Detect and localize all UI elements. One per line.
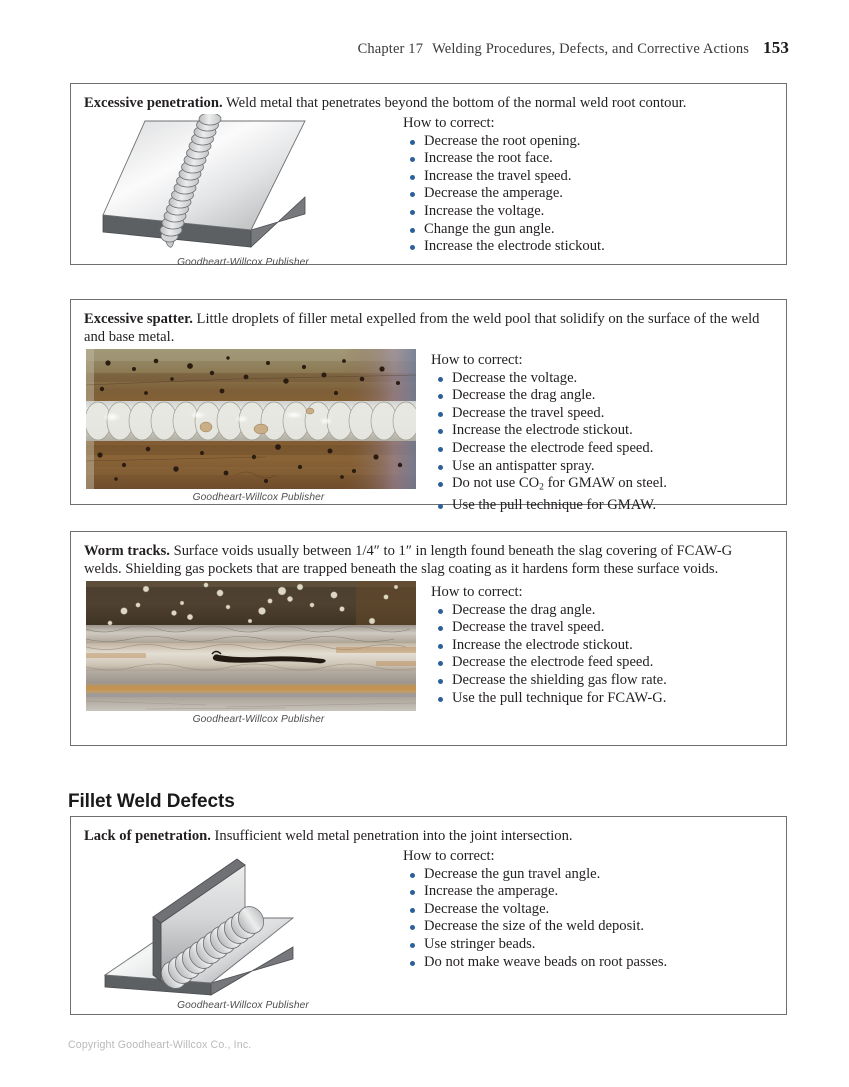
defect-title bbox=[71, 817, 786, 845]
section-heading-fillet-weld-defects: Fillet Weld Defects bbox=[68, 790, 235, 812]
defect-description: Insufficient weld metal penetration into the joint intersection. bbox=[210, 828, 573, 844]
correction-item: Decrease the gun travel angle. bbox=[403, 866, 786, 884]
correction-item: Decrease the size of the weld deposit. bbox=[403, 918, 786, 936]
figure-column bbox=[71, 349, 431, 503]
corrections-column bbox=[431, 581, 786, 707]
defect-box-worm-tracks bbox=[70, 531, 787, 746]
corrections-column bbox=[431, 349, 786, 515]
defect-description: Weld metal that penetrates beyond the bottom of the normal weld root contour. bbox=[222, 95, 687, 111]
correction-item: Increase the amperage. bbox=[403, 883, 786, 901]
photo-excessive-spatter bbox=[86, 349, 416, 489]
corrections-list bbox=[403, 866, 786, 972]
correction-item: Decrease the voltage. bbox=[431, 370, 786, 388]
figure-column bbox=[71, 581, 431, 725]
correction-item-co2 bbox=[431, 475, 786, 497]
correction-item: Decrease the shielding gas flow rate. bbox=[431, 672, 786, 690]
figure-column bbox=[71, 112, 393, 268]
correction-item: Decrease the drag angle. bbox=[431, 387, 786, 405]
correction-item: Use the pull technique for FCAW-G. bbox=[431, 690, 786, 708]
defect-title bbox=[71, 532, 786, 578]
correction-item: Decrease the root opening. bbox=[403, 133, 786, 151]
correction-item: Increase the electrode stickout. bbox=[431, 637, 786, 655]
correction-item: Increase the electrode stickout. bbox=[403, 238, 786, 256]
copyright-footer: Copyright Goodheart-Willcox Co., Inc. bbox=[68, 1039, 252, 1051]
figure-credit: Goodheart-Willcox Publisher bbox=[192, 714, 325, 725]
correction-item: Do not make weave beads on root passes. bbox=[403, 954, 786, 972]
correction-item: Decrease the travel speed. bbox=[431, 405, 786, 423]
correction-item: Decrease the electrode feed speed. bbox=[431, 654, 786, 672]
figure-credit: Goodheart-Willcox Publisher bbox=[177, 257, 309, 268]
defect-body bbox=[71, 112, 786, 268]
defect-term: Excessive spatter. bbox=[84, 311, 193, 327]
corrections-label: How to correct: bbox=[403, 115, 495, 131]
corrections-list bbox=[403, 133, 786, 256]
co2-before: Do not use CO bbox=[452, 475, 540, 492]
illustration-fillet-tee-joint bbox=[93, 847, 373, 997]
defect-description: Surface voids usually between 1/4″ to 1″ in length found beneath the slag covering of FCAW-G welds. Shielding gas pockets that are trapped beneath the slag coating as it hardens form these surface voids. bbox=[84, 543, 733, 577]
figure-credit: Goodheart-Willcox Publisher bbox=[177, 1000, 309, 1011]
defect-term: Worm tracks. bbox=[84, 543, 170, 559]
corrections-label: How to correct: bbox=[431, 352, 523, 368]
correction-item: Increase the travel speed. bbox=[403, 168, 786, 186]
correction-item: Increase the root face. bbox=[403, 150, 786, 168]
co2-after: for GMAW on steel. bbox=[543, 475, 667, 492]
correction-item: Use the pull technique for GMAW. bbox=[431, 497, 786, 515]
corrections-label: How to correct: bbox=[403, 848, 495, 864]
defect-title bbox=[71, 300, 786, 346]
defect-box-excessive-penetration bbox=[70, 83, 787, 268]
illustration-groove-weld-plate bbox=[93, 114, 373, 254]
corrections-column bbox=[393, 845, 786, 971]
defect-body bbox=[71, 349, 786, 515]
running-head bbox=[70, 38, 789, 58]
running-head-chapter: Chapter 17 bbox=[357, 41, 424, 57]
defect-body bbox=[71, 581, 786, 725]
corrections-column bbox=[393, 112, 786, 256]
correction-item: Decrease the electrode feed speed. bbox=[431, 440, 786, 458]
defect-title bbox=[71, 84, 786, 112]
correction-item: Decrease the travel speed. bbox=[431, 619, 786, 637]
correction-item: Increase the voltage. bbox=[403, 203, 786, 221]
correction-item: Use stringer beads. bbox=[403, 936, 786, 954]
photo-worm-tracks bbox=[86, 581, 416, 711]
correction-item: Increase the electrode stickout. bbox=[431, 422, 786, 440]
corrections-list bbox=[431, 370, 786, 515]
co2-subscript: 2 bbox=[539, 482, 544, 493]
defect-term: Excessive penetration. bbox=[84, 95, 223, 111]
defect-description: Little droplets of filler metal expelled from the weld pool that solidify on the surface of the weld and base metal. bbox=[84, 311, 760, 345]
figure-credit: Goodheart-Willcox Publisher bbox=[192, 492, 325, 503]
figure-column bbox=[71, 845, 393, 1011]
correction-item: Decrease the amperage. bbox=[403, 185, 786, 203]
corrections-list bbox=[431, 602, 786, 708]
defect-box-lack-of-penetration bbox=[70, 816, 787, 1015]
corrections-label: How to correct: bbox=[431, 584, 523, 600]
correction-item: Decrease the voltage. bbox=[403, 901, 786, 919]
defect-box-excessive-spatter bbox=[70, 299, 787, 514]
defect-body bbox=[71, 845, 786, 1011]
defect-term: Lack of penetration. bbox=[84, 828, 211, 844]
correction-item: Change the gun angle. bbox=[403, 221, 786, 239]
running-head-title: Welding Procedures, Defects, and Corrective Actions bbox=[432, 41, 750, 57]
correction-item: Decrease the drag angle. bbox=[431, 602, 786, 620]
correction-item: Use an antispatter spray. bbox=[431, 458, 786, 476]
page-number: 153 bbox=[763, 38, 789, 57]
